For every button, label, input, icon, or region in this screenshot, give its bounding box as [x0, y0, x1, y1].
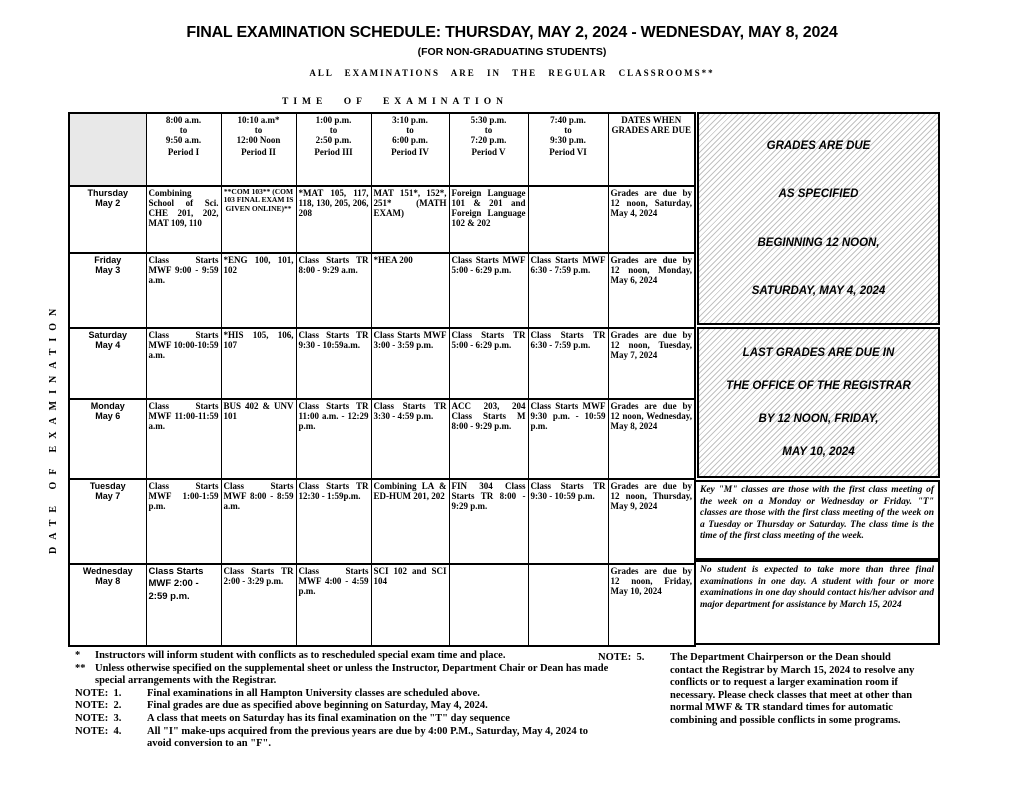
day-name: Monday	[90, 401, 125, 411]
exam-cell: Class Starts TR 9:30 - 10:59 p.m.	[528, 479, 608, 564]
exam-cell: Class Starts MWF 1:00-1:59 p.m.	[146, 479, 221, 564]
table-row	[69, 399, 695, 479]
page-title: FINAL EXAMINATION SCHEDULE: THURSDAY, MAY 2, 2024 - WEDNESDAY, MAY 8, 2024	[186, 24, 838, 41]
day-name: Saturday	[88, 330, 127, 340]
exam-cell: Class Starts MWF 3:00 - 3:59 p.m.	[371, 328, 449, 399]
footnotes-block	[75, 650, 610, 751]
exam-cell: *MAT 105, 117, 118, 130, 205, 206, 208	[296, 186, 371, 253]
footnote-text: Unless otherwise specified on the supplemental sheet or unless the Instructor, Department Chair or Dean has made special arrangements with the Registrar.	[95, 662, 609, 687]
notice-line: GRADES ARE DUE	[766, 140, 871, 153]
page-subtitle: (FOR NON-GRADUATING STUDENTS)	[417, 46, 607, 58]
exam-cell: Class Starts MWF 8:00 - 8:59 a.m.	[221, 479, 296, 564]
exam-cell	[528, 186, 608, 253]
day-name: Wednesday	[82, 566, 133, 576]
period-header-line: 12:00 Noon	[236, 135, 281, 146]
period-header-line: 5:30 p.m.	[470, 115, 507, 125]
exam-cell: *HEA 200	[371, 253, 449, 328]
period-header-line: 7:20 p.m.	[470, 135, 507, 146]
grades-header-line: GRADES ARE DUE	[611, 125, 691, 136]
day-date: May 6	[95, 411, 121, 422]
exam-cell	[449, 564, 528, 646]
exam-cell: Class Starts TR 2:00 - 3:29 p.m.	[221, 564, 296, 646]
footnote-text: Final examinations in all Hampton University classes are scheduled above.	[147, 687, 480, 699]
period-header-line: to	[329, 125, 338, 136]
notice-line: SATURDAY, MAY 4, 2024	[751, 284, 886, 297]
period-header-line: to	[254, 125, 263, 136]
exam-cell: Class Starts MWF 11:00-11:59 a.m.	[146, 399, 221, 479]
footnote-marker: NOTE: 4.	[75, 725, 122, 737]
period-header-line: 10:10 a.m*	[237, 115, 280, 125]
footnote-marker: **	[75, 662, 86, 674]
period-header-line: Period III	[314, 147, 353, 158]
exam-cell: Combining School of Sci. CHE 201, 202, MAT 109, 110	[146, 186, 221, 253]
footnote-item	[75, 700, 610, 713]
footnote-text: Instructors will inform student with conflicts as to rescheduled special exam time and place.	[95, 650, 506, 661]
exam-cell: Combining LA & ED-HUM 201, 202	[371, 479, 449, 564]
grades-due-notice-box	[697, 112, 940, 325]
time-of-examination-label: TIME OF EXAMINATION	[282, 97, 508, 107]
grades-due-cell: Grades are due by 12 noon, Friday, May 10, 2024	[608, 564, 695, 646]
exam-cell: *HIS 105, 106, 107	[221, 328, 296, 399]
exam-cell: *ENG 100, 101, 102	[221, 253, 296, 328]
note-5-block	[598, 652, 916, 728]
table-row	[69, 328, 695, 399]
footnote-text: A class that meets on Saturday has its final examination on the "T" day sequence	[147, 712, 510, 724]
footnote-text: All "I" make-ups acquired from the previous years are due by 4:00 P.M., Saturday, May 4, 2024 to avoid conversion to an "F".	[147, 725, 588, 750]
grades-header-line: DATES WHEN	[621, 115, 682, 125]
day-name: Thursday	[87, 188, 128, 198]
exam-cell: Class Starts TR 3:30 - 4:59 p.m.	[371, 399, 449, 479]
exam-cell: Class Starts TR 9:30 - 10:59a.m.	[296, 328, 371, 399]
footnote-marker: NOTE: 5.	[598, 652, 645, 663]
exam-cell: Class Starts TR 12:30 - 1:59p.m.	[296, 479, 371, 564]
period-header-row	[69, 113, 695, 186]
period-header-cell	[449, 113, 528, 186]
notice-line: MAY 10, 2024	[782, 445, 855, 458]
period-header-cell	[146, 113, 221, 186]
period-header-line: 8:00 a.m.	[165, 115, 202, 125]
period-header-line: 1:00 p.m.	[315, 115, 352, 125]
period-header-cell	[528, 113, 608, 186]
grades-due-header-cell	[608, 113, 695, 186]
footnote-item	[75, 663, 610, 688]
footnote-item	[75, 688, 610, 701]
day-name: Friday	[94, 255, 122, 265]
exam-cell: Class Starts MWF 10:00-10:59 a.m.	[146, 328, 221, 399]
period-header-line: 6:00 p.m.	[392, 135, 428, 146]
notice-line: AS SPECIFIED	[778, 188, 859, 201]
exam-cell: Class Starts MWF 9:30 p.m. - 10:59 p.m.	[528, 399, 608, 479]
footnote-marker: NOTE: 2.	[75, 700, 122, 712]
table-row	[69, 564, 695, 646]
footnote-marker: NOTE: 1.	[75, 687, 122, 699]
day-date: May 4	[95, 340, 121, 351]
period-header-line: 3:10 p.m.	[392, 115, 428, 125]
day-cell	[69, 399, 146, 479]
period-header-line: 2:50 p.m.	[315, 135, 352, 146]
grades-due-cell: Grades are due by 12 noon, Wednesday, May 8, 2024	[608, 399, 695, 479]
grades-due-cell: Grades are due by 12 noon, Monday, May 6, 2024	[608, 253, 695, 328]
exam-cell: Class Starts MWF 5:00 - 6:29 p.m.	[449, 253, 528, 328]
exam-cell: SCI 102 and SCI 104	[371, 564, 449, 646]
exam-cell: Class Starts TR 8:00 - 9:29 a.m.	[296, 253, 371, 328]
period-header-line: Period V	[471, 147, 506, 158]
grades-due-cell: Grades are due by 12 noon, Thursday, May 9, 2024	[608, 479, 695, 564]
notice-line: BY 12 NOON, FRIDAY,	[758, 412, 879, 425]
day-date: May 8	[95, 576, 121, 587]
notice-line: LAST GRADES ARE DUE IN	[742, 347, 895, 360]
exam-cell: ACC 203, 204 Class Starts M 8:00 - 9:29 p.m.	[449, 399, 528, 479]
period-header-line: to	[179, 125, 188, 136]
last-grades-due-notice-box	[697, 327, 940, 478]
notice-line: THE OFFICE OF THE REGISTRAR	[726, 380, 911, 393]
classrooms-note: ALL EXAMINATIONS ARE IN THE REGULAR CLASSROOMS**	[309, 68, 715, 78]
grades-due-cell: Grades are due by 12 noon, Saturday, May 4, 2024	[608, 186, 695, 253]
day-date: May 3	[95, 265, 121, 276]
exam-schedule-table	[68, 112, 696, 647]
date-of-examination-label: DATE OF EXAMINATION	[48, 301, 59, 555]
period-header-cell	[371, 113, 449, 186]
footnote-marker: NOTE: 3.	[75, 712, 122, 724]
exam-cell: Class Starts TR 11:00 a.m. - 12:29 p.m.	[296, 399, 371, 479]
day-cell	[69, 186, 146, 253]
table-row	[69, 253, 695, 328]
footnote-item	[75, 650, 610, 663]
period-header-line: 7:40 p.m.	[550, 115, 586, 125]
exam-cell: FIN 304 Class Starts TR 8:00 - 9:29 p.m.	[449, 479, 528, 564]
period-header-line: to	[564, 125, 572, 136]
period-header-line: to	[406, 125, 414, 136]
footnote-text: Final grades are due as specified above beginning on Saturday, May 4, 2024.	[147, 700, 488, 712]
exam-cell: Class Starts MWF 4:00 - 4:59 p.m.	[296, 564, 371, 646]
period-header-cell	[296, 113, 371, 186]
footnote-marker: *	[75, 650, 81, 661]
day-cell	[69, 253, 146, 328]
table-row	[69, 479, 695, 564]
exam-cell: Class Starts MWF 2:00 - 2:59 p.m.	[146, 564, 221, 646]
exam-cell: Class Starts TR 6:30 - 7:59 p.m.	[528, 328, 608, 399]
exam-cell: Foreign Language 101 & 201 and Foreign Language 102 & 202	[449, 186, 528, 253]
key-m-t-classes-box: Key "M" classes are those with the first class meeting of the week on a Monday or Wednesday or Friday. "T" classes are those with the first class meeting of the week on a Tuesday or Thursday or Saturday. The class time is the time of the first class meeting of the week.	[694, 480, 940, 560]
day-date: May 7	[95, 491, 121, 502]
period-header-line: Period VI	[549, 147, 587, 158]
grades-due-cell: Grades are due by 12 noon, Tuesday, May 7, 2024	[608, 328, 695, 399]
corner-cell	[69, 113, 146, 186]
period-header-line: Period II	[241, 147, 276, 158]
notice-line: BEGINNING 12 NOON,	[757, 236, 880, 249]
table-row	[69, 186, 695, 253]
period-header-line: 9:30 p.m.	[550, 135, 586, 146]
day-name: Tuesday	[89, 481, 126, 491]
exam-cell: BUS 402 & UNV 101	[221, 399, 296, 479]
exam-cell: Class Starts MWF 6:30 - 7:59 p.m.	[528, 253, 608, 328]
exam-cell: MAT 151*, 152*, 251* (MATH EXAM)	[371, 186, 449, 253]
period-header-line: Period I	[167, 147, 200, 158]
footnote-text: The Department Chairperson or the Dean should contact the Registrar by March 15, 2024 to resolve any conflicts or to request a larger examination room if necessary. Please check classes that meet at other than normal MWF & TR standard times for automatic combining and possible conflicts in some programs.	[670, 652, 915, 726]
footnote-item	[75, 713, 610, 726]
exam-cell: **COM 103** (COM 103 FINAL EXAM IS GIVEN ONLINE)**	[221, 186, 296, 253]
exam-cell: Class Starts TR 5:00 - 6:29 p.m.	[449, 328, 528, 399]
period-header-line: 9:50 a.m.	[165, 135, 202, 146]
exam-cell	[528, 564, 608, 646]
title-block	[0, 24, 1024, 78]
exam-limit-advice-box: No student is expected to take more than three final examinations in one day. A student with four or more examinations in one day should contact his/her advisor and major department for assistance by March 15, 2024	[694, 560, 940, 645]
day-cell	[69, 328, 146, 399]
period-header-line: to	[484, 125, 493, 136]
footnote-item	[75, 726, 610, 751]
day-cell	[69, 564, 146, 646]
day-cell	[69, 479, 146, 564]
period-header-line: Period IV	[391, 147, 429, 158]
period-header-cell	[221, 113, 296, 186]
footnote-item	[598, 652, 916, 728]
exam-cell: Class Starts MWF 9:00 - 9:59 a.m.	[146, 253, 221, 328]
day-date: May 2	[95, 198, 121, 209]
